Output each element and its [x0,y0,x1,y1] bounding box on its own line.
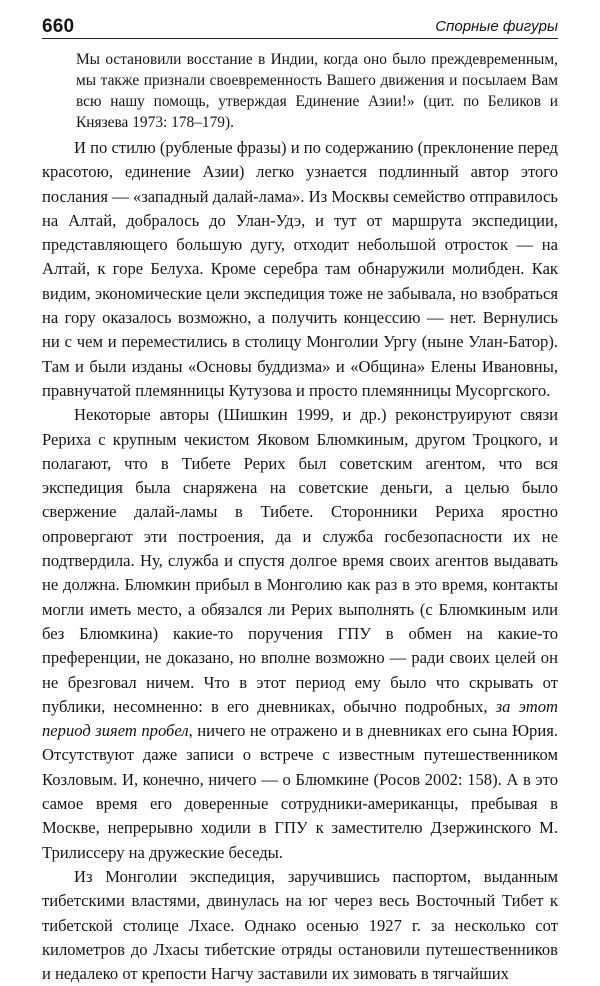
paragraph-2-italic-phrase: за этот период зияет пробел [42,696,559,741]
block-quote: Мы остановили восстание в Индии, когда оно было преждевременным, мы также признали своевременность Вашего движения и посылаем Вам всю нашу помощь, утверждая Единение Азии!» (цит. по Беликов и Князева 1973: 178–179). [76,51,558,131]
running-header [42,12,558,39]
paragraph-2-part-1: Некоторые авторы (Шишкин 1999, и др.) реконструируют связи Рериха с крупным чекистом Яковом Блюмкиным, другом Троцкого, и полагают, что в Тибете Рерих был советским агентом, что вся экспедиция была снаряжена на советские деньги, а целью было свержение далай-ламы в Тибете. Сторонники Рериха яростно опровергают эти построения, да и служба госбезопасности их не подтвердила. Ну, служба и спустя долгое время своих агентов выдавать не должна. Блюмкин прибыл в Монголию как раз в это время, контакты могли иметь место, а обязался ли Рерих выполнять (с Блюмкиным или без Блюмкина) какие-то поручения ГПУ в обмен на какие-то преференции, не доказано, но вполне возможно — ради своих целей он не брезговал ничем. Что в этот период ему было что скрывать от публики, несомненно: в его дневниках, обычно подробных, [42,405,558,716]
page-number: 660 [42,16,75,37]
paragraph-3: Из Монголии экспедиция, заручившись паспортом, выданным тибетскими властями, двинулась на юг через весь Восточный Тибет к тибетской столице Лхасе. Однако осенью 1927 г. за несколько сот километров до Лхасы тибетские отряды остановили путешественников и недалеко от крепости Нагчу заставили их зимовать в тягчайших [42,866,558,984]
paragraph-1: И по стилю (рубленые фразы) и по содержанию (преклонение перед красотою, единение Азии) легко узнается подлинный автор этого послания — «западный далай-лама». Из Москвы семейство отправилось на Алтай, добралось до Улан-Удэ, и тут от маршрута экспедиции, представляющего большую дугу, отходит небольшой отросток — на Алтай, к горе Белуха. Кроме серебра там обнаружили молибден. Как видим, экономические цели экспедиция тоже не забывала, но взобраться на гору оказалось возможно, а получить концессию — нет. Вернулись ни с чем и переместились в столицу Монголии Ургу (ныне Улан-Батор). Там и были изданы «Основы буддизма» и «Община» Елены Ивановны, правнучатой племянницы Кутузова и просто племянницы Мусоргского. [42,138,558,400]
paragraph-2-part-2: , ничего не отражено и в дневниках его сына Юрия. Отсутствуют даже записи о встрече с известным путешественником Козловым. И, конечно, ничего — о Блюмкине (Росов 2002: 158). А в это самое время его доверенные сотрудники-американцы, пребывая в Москве, непрерывно ходили в ГПУ к заместителю Дзержинского М. Трилиссеру на дружеские беседы. [42,721,558,862]
body-text [42,136,558,986]
section-title: Спорные фигуры [435,18,558,35]
paragraph-2 [42,403,558,865]
book-page [42,12,558,986]
